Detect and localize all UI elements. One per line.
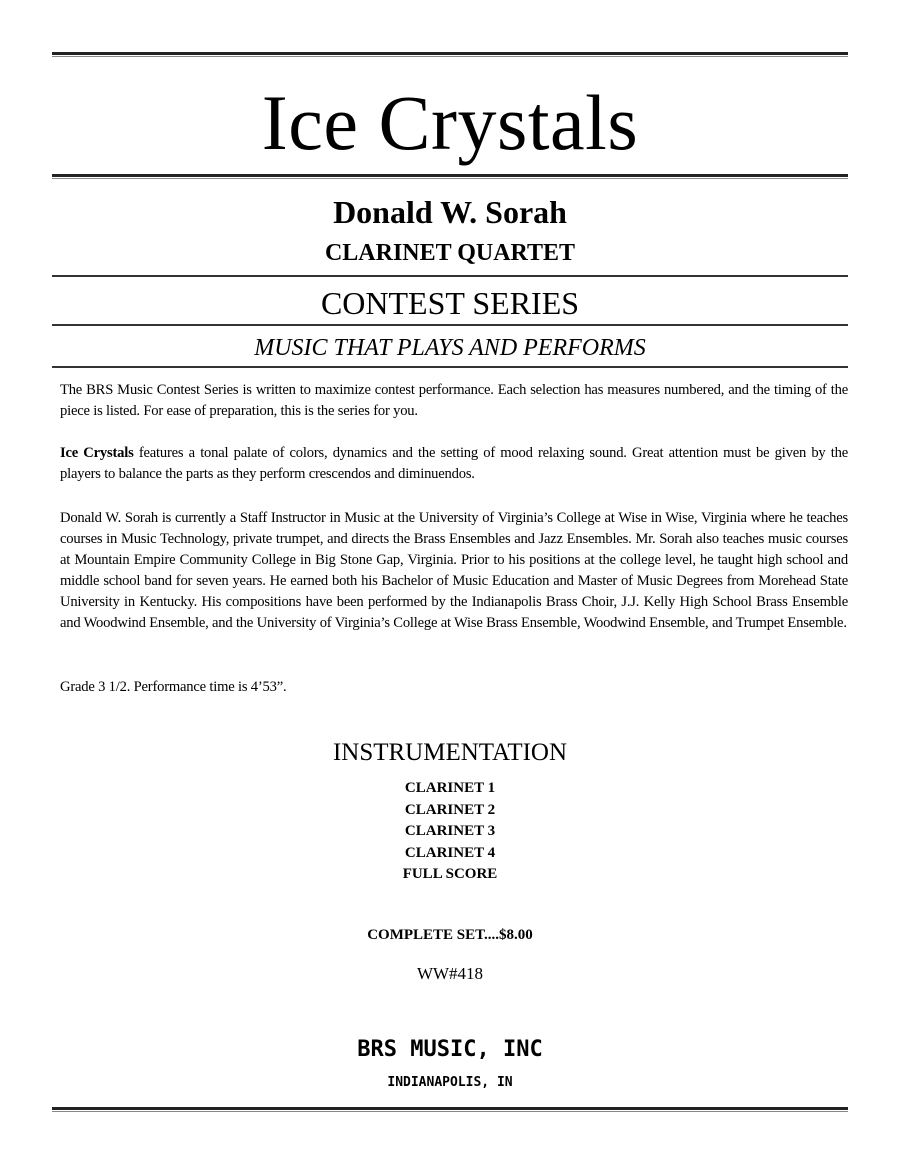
series-top-rule [52,275,848,277]
instrument-part: CLARINET 2 [404,801,496,818]
piece-description-title: Ice Crystals [60,445,134,461]
piece-title: Ice Crystals [261,79,639,166]
catalog-number: WW#418 [416,964,484,983]
top-rule [52,52,848,57]
bottom-rule [52,1107,848,1112]
series-bottom-rule [52,324,848,326]
ensemble-type: CLARINET QUARTET [324,240,576,266]
series-tagline: MUSIC THAT PLAYS AND PERFORMS [254,335,646,361]
instrumentation-list [52,778,848,886]
composer-bio-paragraph: Donald W. Sorah is currently a Staff Instructor in Music at the University of Virginia’s College at Wise in Wise, Virginia where he teaches courses in Music Technology, private trumpet, and directs the Brass Ensembles and Jazz Ensembles. Mr. Sorah also teaches music courses at Mountain Empire Community College in Big Stone Gap, Virginia. Prior to his positions at the college level, he taught high school and middle school band for seven years. He earned both his Bachelor of Music Education and Master of Music Degrees from Morehead State University in Kentucky. His compositions have been performed by the Indianapolis Brass Choir, J.J. Kelly High School Brass Ensemble and Woodwind Ensemble, and the University of Virginia’s College at Wise Brass Ensemble, Woodwind Ensemble, and Trumpet Ensemble. [60,510,848,631]
title-bottom-rule [52,174,848,179]
instrument-part: CLARINET 3 [404,823,496,839]
composer-name: Donald W. Sorah [333,194,567,230]
instrument-part: FULL SCORE [402,866,498,882]
series-name: CONTEST SERIES [320,285,580,321]
publisher-name: BRS MUSIC, INC [357,1037,543,1062]
instrument-part: CLARINET 1 [404,780,496,796]
grade-and-duration: Grade 3 1/2. Performance time is 4’53”. [60,679,287,695]
publisher-location: INDIANAPOLIS, IN [387,1075,513,1090]
instrumentation-heading: INSTRUMENTATION [332,739,568,766]
instrument-part: CLARINET 4 [404,844,496,861]
piece-description-paragraph [60,443,848,485]
tagline-bottom-rule [52,366,848,368]
piece-description-text: features a tonal palate of colors, dynamics and the setting of mood relaxing sound. Great attention must be given by the players to balance the parts as they perform crescendos and diminuendos. [60,445,848,482]
series-intro-paragraph: The BRS Music Contest Series is written to maximize contest performance. Each selection has measures numbered, and the timing of the piece is listed. For ease of preparation, this is the series for you. [60,382,848,419]
complete-set-price: COMPLETE SET....$8.00 [367,927,533,943]
